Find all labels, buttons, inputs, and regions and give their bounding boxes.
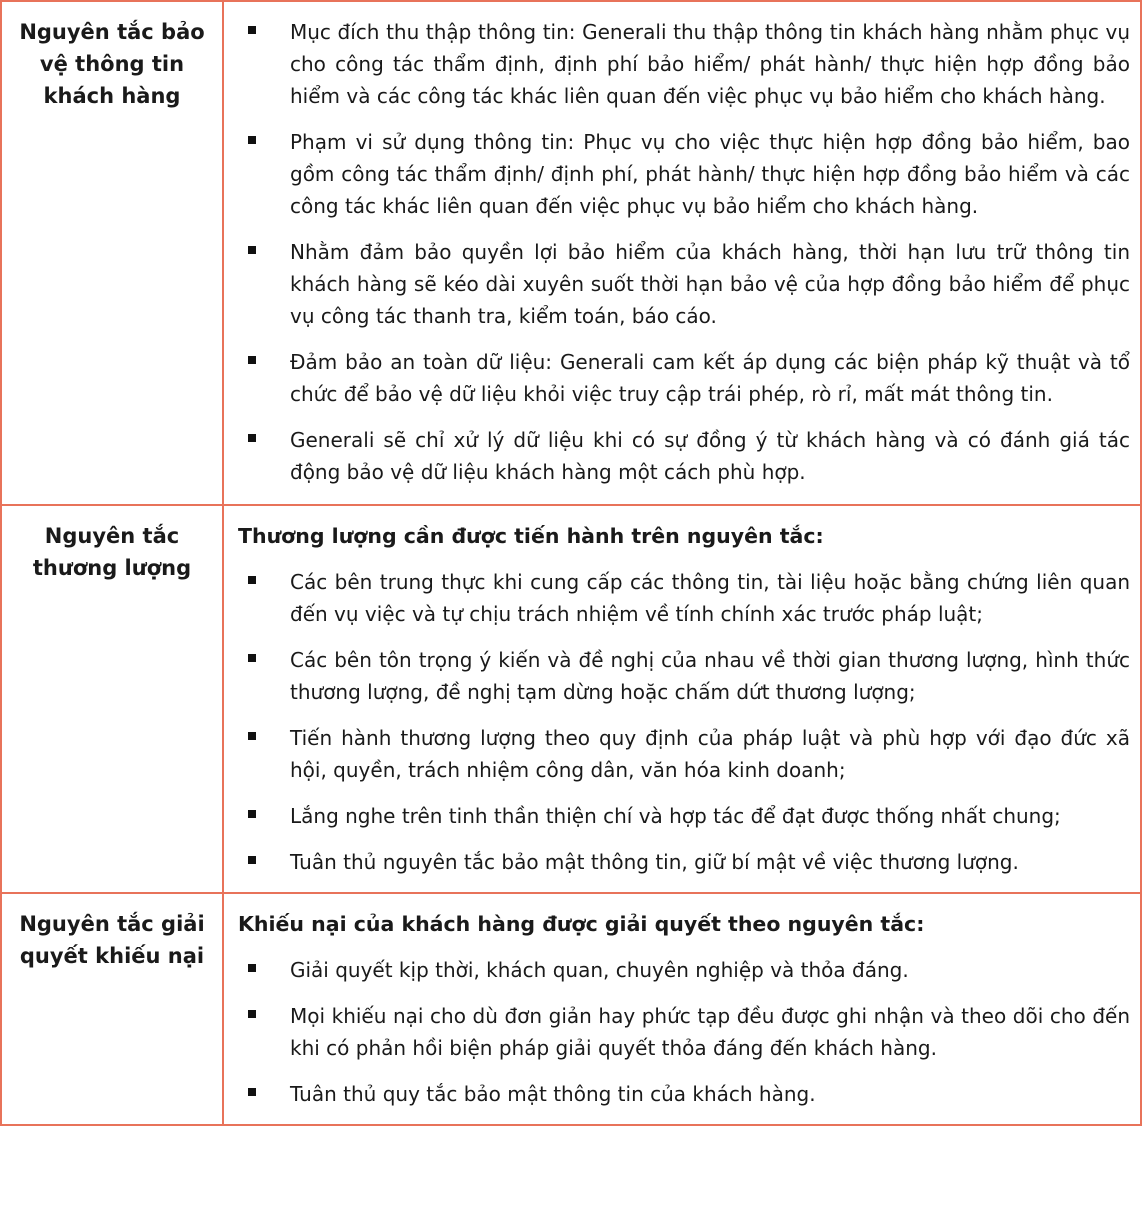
list-item-text: Mục đích thu thập thông tin: Generali thu thập thông tin khách hàng nhằm phục vụ cho công tác thẩm định, định phí bảo hiểm/ phát hành/ thực hiện hợp đồng bảo hiểm và các công tác khác liên quan đến việc phục vụ bảo hiểm cho khách hàng.	[290, 20, 1130, 108]
row-content-cell	[223, 505, 1141, 893]
square-bullet-icon	[248, 732, 256, 740]
list-item-text: Lắng nghe trên tinh thần thiện chí và hợp tác để đạt được thống nhất chung;	[290, 804, 1061, 828]
list-item	[238, 424, 1130, 488]
list-item-text: Tuân thủ quy tắc bảo mật thông tin của khách hàng.	[290, 1082, 816, 1106]
table-row-complaints	[1, 893, 1141, 1125]
list-item-text: Giải quyết kịp thời, khách quan, chuyên nghiệp và thỏa đáng.	[290, 958, 909, 982]
bullet-list	[238, 954, 1130, 1110]
list-item	[238, 846, 1130, 878]
square-bullet-icon	[248, 964, 256, 972]
row-content-cell	[223, 1, 1141, 505]
list-item	[238, 722, 1130, 786]
list-item	[238, 1078, 1130, 1110]
list-item-text: Các bên trung thực khi cung cấp các thông tin, tài liệu hoặc bằng chứng liên quan đến vụ việc và tự chịu trách nhiệm về tính chính xác trước pháp luật;	[290, 570, 1130, 626]
row-label: Nguyên tắc thương lượng	[32, 524, 192, 580]
list-item	[238, 236, 1130, 332]
row-label: Nguyên tắc giải quyết khiếu nại	[19, 912, 205, 968]
list-item	[238, 346, 1130, 410]
list-item	[238, 800, 1130, 832]
square-bullet-icon	[248, 26, 256, 34]
square-bullet-icon	[248, 356, 256, 364]
square-bullet-icon	[248, 576, 256, 584]
list-item-text: Tuân thủ nguyên tắc bảo mật thông tin, giữ bí mật về việc thương lượng.	[290, 850, 1019, 874]
bullet-list	[238, 566, 1130, 878]
square-bullet-icon	[248, 136, 256, 144]
list-item-text: Mọi khiếu nại cho dù đơn giản hay phức tạp đều được ghi nhận và theo dõi cho đến khi có phản hồi biện pháp giải quyết thỏa đáng đến khách hàng.	[290, 1004, 1130, 1060]
row-label-cell	[1, 505, 223, 893]
list-item-text: Đảm bảo an toàn dữ liệu: Generali cam kết áp dụng các biện pháp kỹ thuật và tổ chức để bảo vệ dữ liệu khỏi việc truy cập trái phép, rò rỉ, mất mát thông tin.	[290, 350, 1130, 406]
list-item	[238, 954, 1130, 986]
list-item	[238, 566, 1130, 630]
list-item-text: Tiến hành thương lượng theo quy định của pháp luật và phù hợp với đạo đức xã hội, quyền, trách nhiệm công dân, văn hóa kinh doanh;	[290, 726, 1130, 782]
square-bullet-icon	[248, 1088, 256, 1096]
list-item	[238, 126, 1130, 222]
list-item	[238, 644, 1130, 708]
table-row-negotiation	[1, 505, 1141, 893]
row-content-cell	[223, 893, 1141, 1125]
row-label-cell	[1, 1, 223, 505]
bullet-list	[238, 16, 1130, 488]
list-item-text: Các bên tôn trọng ý kiến và đề nghị của nhau về thời gian thương lượng, hình thức thương lượng, đề nghị tạm dừng hoặc chấm dứt thương lượng;	[290, 648, 1130, 704]
list-item-text: Phạm vi sử dụng thông tin: Phục vụ cho việc thực hiện hợp đồng bảo hiểm, bao gồm công tác thẩm định/ định phí, phát hành/ thực hiện hợp đồng bảo hiểm và các công tác khác liên quan đến việc phục vụ bảo hiểm cho khách hàng.	[290, 130, 1130, 218]
square-bullet-icon	[248, 246, 256, 254]
row-intro: Thương lượng cần được tiến hành trên nguyên tắc:	[238, 524, 824, 548]
row-label-cell	[1, 893, 223, 1125]
square-bullet-icon	[248, 1010, 256, 1018]
list-item-text: Nhằm đảm bảo quyền lợi bảo hiểm của khách hàng, thời hạn lưu trữ thông tin khách hàng sẽ kéo dài xuyên suốt thời hạn bảo vệ của hợp đồng bảo hiểm để phục vụ công tác thanh tra, kiểm toán, báo cáo.	[290, 240, 1130, 328]
table-row-data-protection	[1, 1, 1141, 505]
square-bullet-icon	[248, 856, 256, 864]
square-bullet-icon	[248, 810, 256, 818]
square-bullet-icon	[248, 434, 256, 442]
list-item	[238, 1000, 1130, 1064]
square-bullet-icon	[248, 654, 256, 662]
row-label: Nguyên tắc bảo vệ thông tin khách hàng	[19, 20, 205, 108]
row-intro: Khiếu nại của khách hàng được giải quyết theo nguyên tắc:	[238, 912, 925, 936]
list-item-text: Generali sẽ chỉ xử lý dữ liệu khi có sự đồng ý từ khách hàng và có đánh giá tác động bảo vệ dữ liệu khách hàng một cách phù hợp.	[290, 428, 1130, 484]
list-item	[238, 16, 1130, 112]
